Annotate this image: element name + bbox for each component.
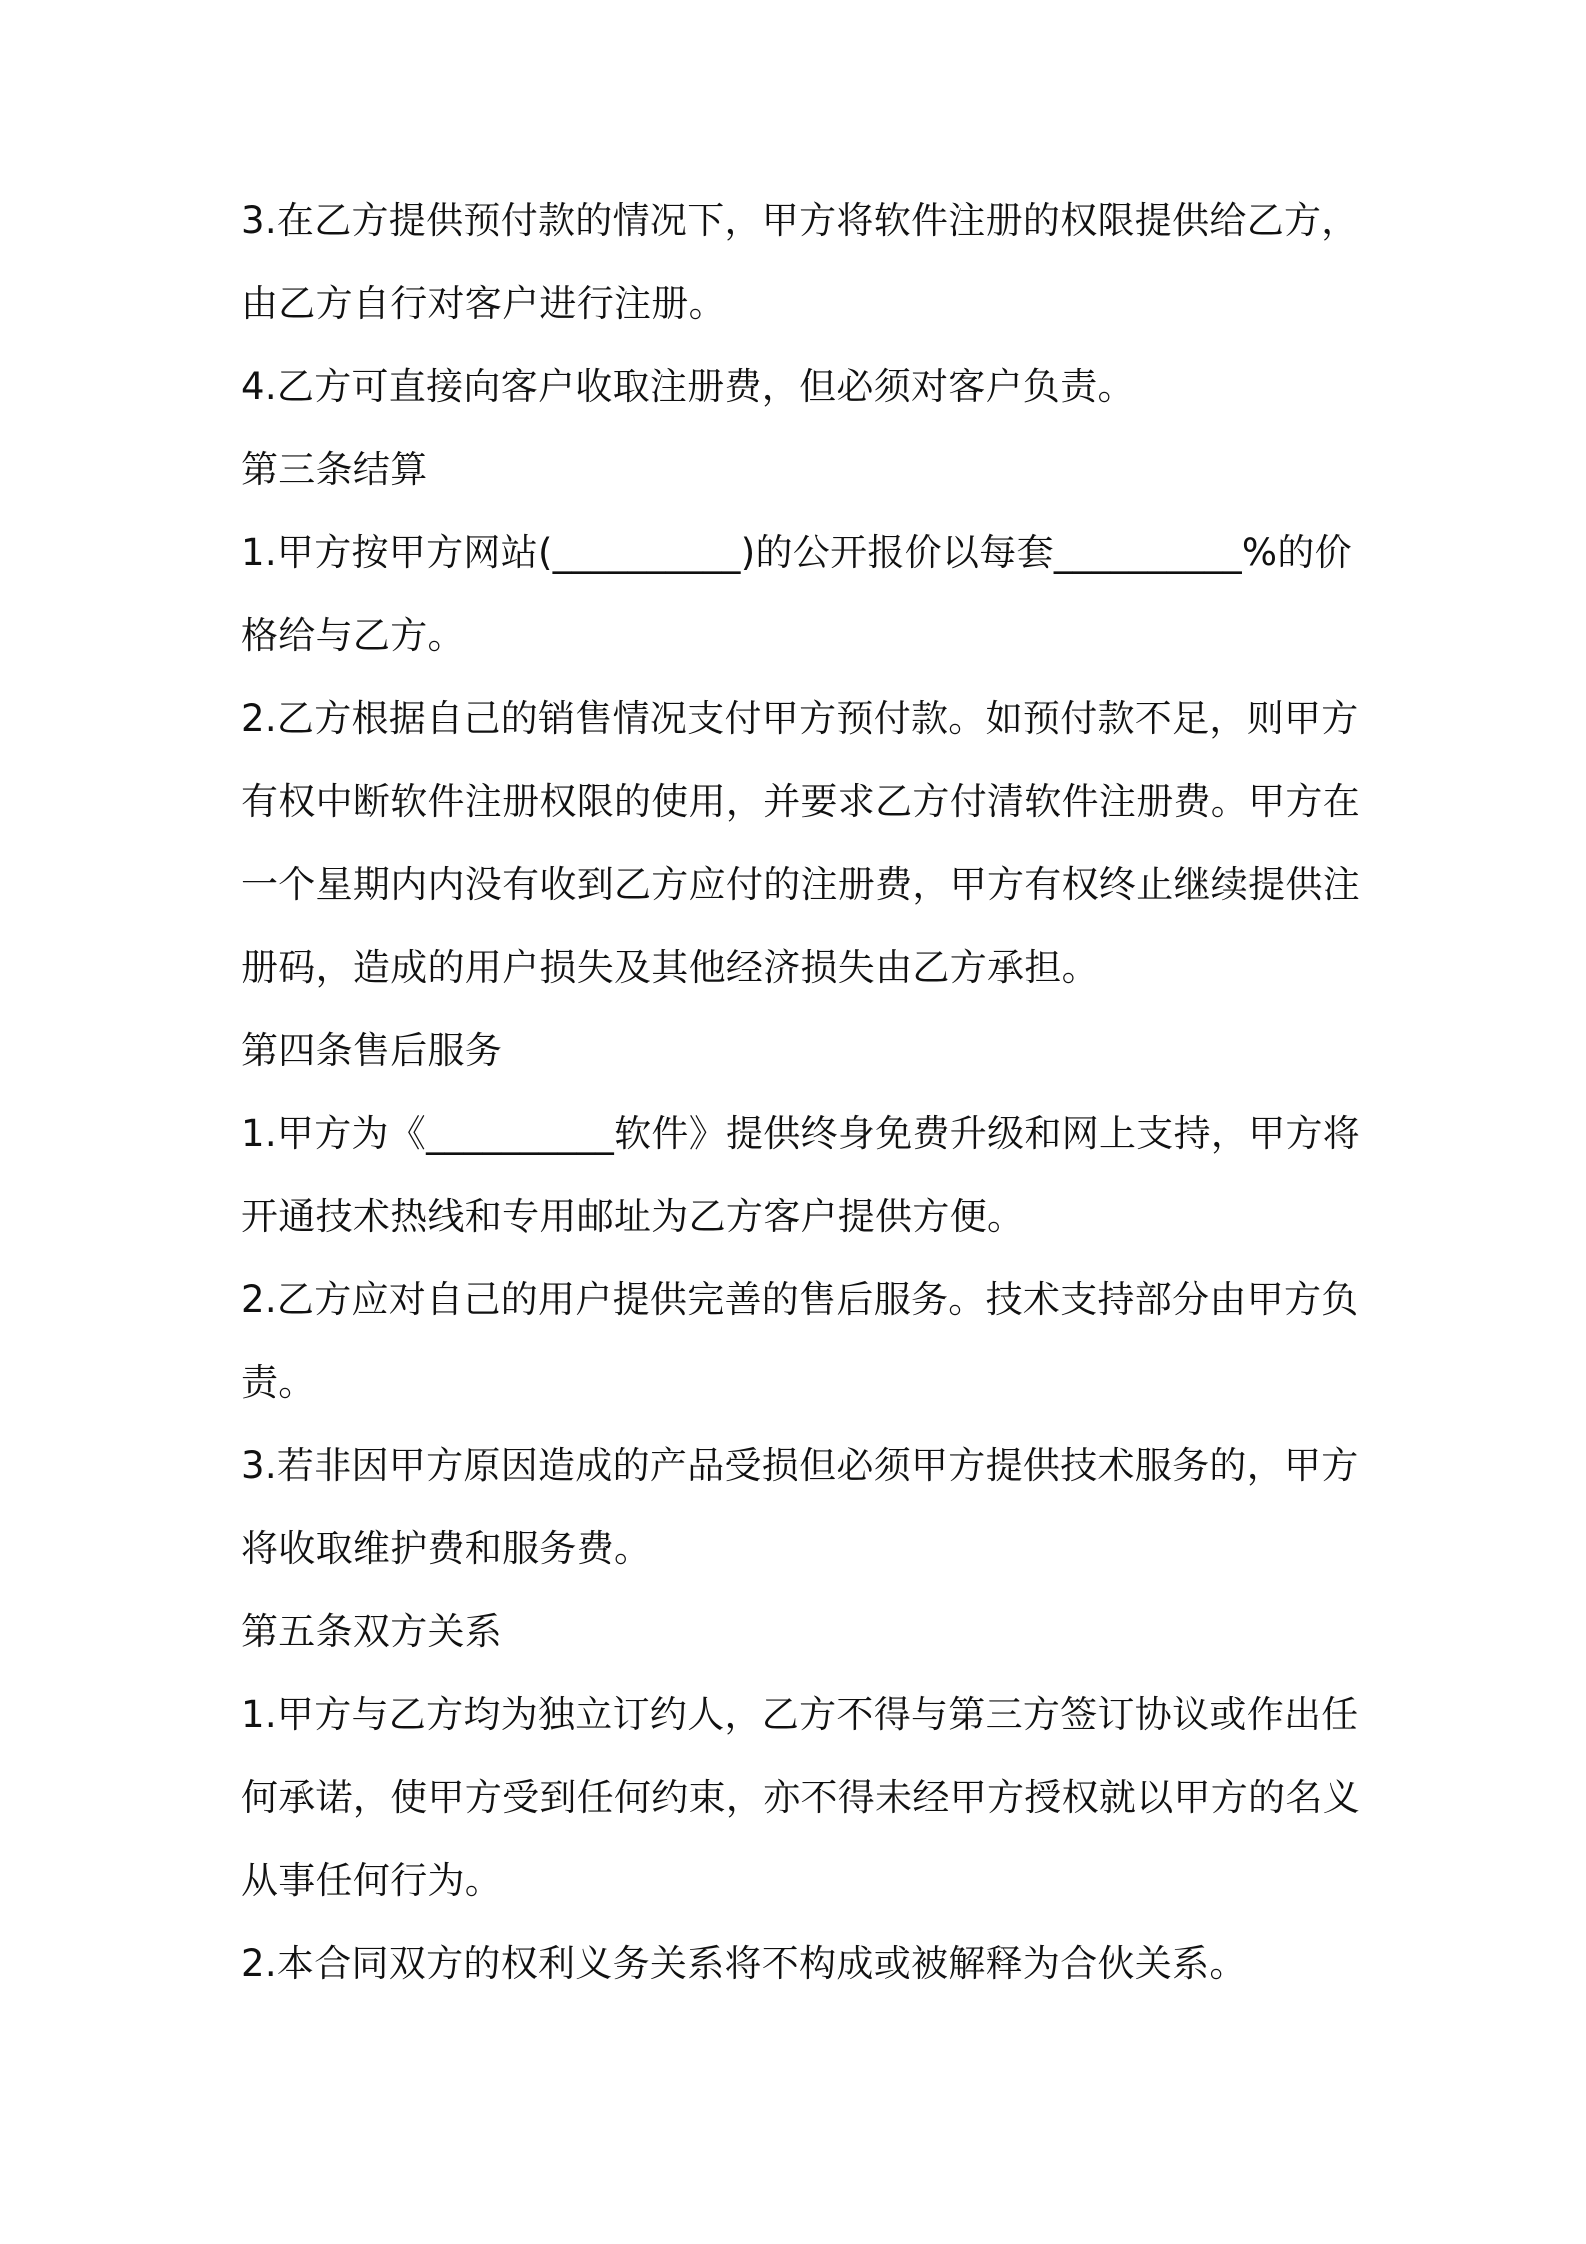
clause-4-item-3-line-1: 3.若非因甲方原因造成的产品受损但必须甲方提供技术服务的，甲方	[241, 1444, 1359, 1487]
clause-5-item-1-line-3: 从事任何行为。	[241, 1859, 503, 1902]
clause-5-item-1-line-2: 何承诺，使甲方受到任何约束，亦不得未经甲方授权就以甲方的名义	[241, 1776, 1360, 1819]
clause-3-item-2-line-3: 一个星期内内没有收到乙方应付的注册费，甲方有权终止继续提供注	[241, 863, 1360, 906]
section-heading-settlement: 第三条结算	[241, 448, 428, 491]
clause-3-item-2-line-4: 册码，造成的用户损失及其他经济损失由乙方承担。	[241, 946, 1099, 989]
clause-3-item-2-line-2: 有权中断软件注册权限的使用，并要求乙方付清软件注册费。甲方在	[241, 780, 1360, 823]
clause-3-item-1-line-2: 格给与乙方。	[241, 614, 465, 657]
clause-4-item-1-line-2: 开通技术热线和专用邮址为乙方客户提供方便。	[241, 1195, 1025, 1238]
clause-2-item-4: 4.乙方可直接向客户收取注册费，但必须对客户负责。	[241, 365, 1135, 408]
clause-4-item-2-line-1: 2.乙方应对自己的用户提供完善的售后服务。技术支持部分由甲方负	[241, 1278, 1359, 1321]
clause-2-item-3-line-2: 由乙方自行对客户进行注册。	[241, 282, 726, 325]
clause-4-item-3-line-2: 将收取维护费和服务费。	[241, 1527, 652, 1570]
clause-3-item-2-line-1: 2.乙方根据自己的销售情况支付甲方预付款。如预付款不足，则甲方	[241, 697, 1359, 740]
clause-3-item-1-line-1: 1.甲方按甲方网站(__________)的公开报价以每套__________%的价	[241, 531, 1352, 574]
clause-5-item-2: 2.本合同双方的权利义务关系将不构成或被解释为合伙关系。	[241, 1942, 1247, 1985]
section-heading-after-sales: 第四条售后服务	[241, 1029, 503, 1072]
section-heading-relationship: 第五条双方关系	[241, 1610, 503, 1653]
clause-4-item-2-line-2: 责。	[241, 1361, 316, 1404]
clause-4-item-1-line-1: 1.甲方为《__________软件》提供终身免费升级和网上支持，甲方将	[241, 1112, 1361, 1155]
clause-5-item-1-line-1: 1.甲方与乙方均为独立订约人，乙方不得与第三方签订协议或作出任	[241, 1693, 1359, 1736]
clause-2-item-3-line-1: 3.在乙方提供预付款的情况下，甲方将软件注册的权限提供给乙方，	[241, 199, 1359, 242]
